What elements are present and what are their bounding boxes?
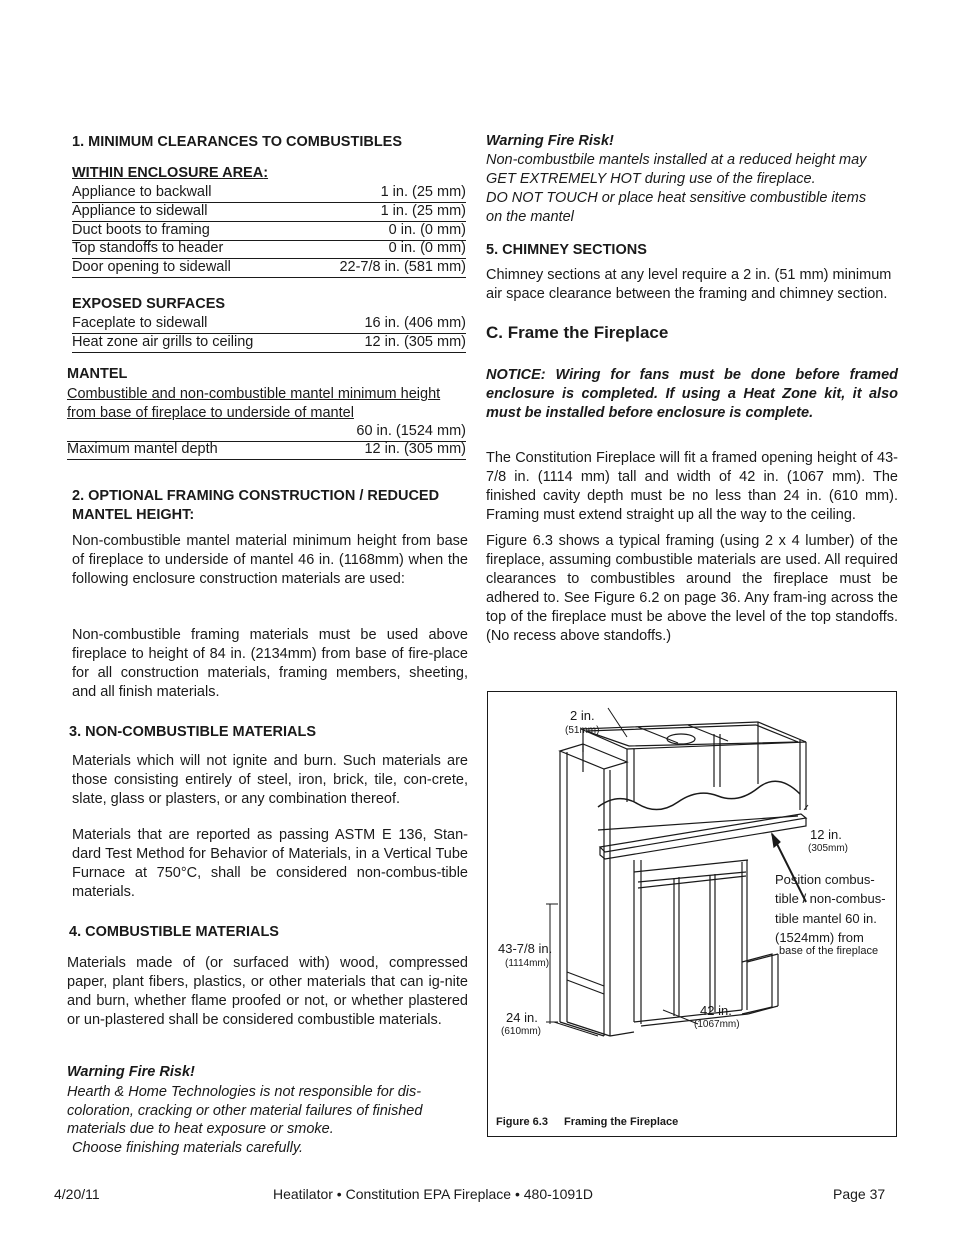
within-enclosure-title: WITHIN ENCLOSURE AREA: [72, 165, 264, 181]
clearance-value: 16 in. (406 mm): [364, 315, 466, 331]
clearance-row: [72, 259, 466, 278]
mantel-line-1: Combustible and non-combustible mantel minimum height: [67, 386, 441, 402]
notice-paragraph: NOTICE: Wiring for fans must be done before framed enclosure is completed. If using a Heat Zone kit, it also must be installed before enclosure is complete.: [486, 367, 898, 421]
warning-2-line-3: DO NOT TOUCH or place heat sensitive combustible items: [486, 190, 867, 206]
warning-1-line-3: materials due to heat exposure or smoke.: [67, 1121, 334, 1137]
mantel-height-value: 60 in. (1524 mm): [356, 423, 466, 439]
dim-24in-label: 24 in.: [506, 1010, 538, 1025]
warning-2-line-1: Non-combustbile mantels installed at a reduced height may: [486, 152, 867, 168]
clearance-value: 1 in. (25 mm): [380, 184, 466, 200]
clearance-value: 0 in. (0 mm): [388, 222, 466, 238]
mantel-depth-row: [67, 441, 466, 460]
dim-42in-label: 42 in.: [700, 1003, 732, 1018]
clearance-row: [72, 315, 466, 334]
within-enclosure-heading: [72, 165, 268, 181]
mantel-note-line-4: (1524mm) from: [775, 930, 864, 945]
warning-1-line-4: Choose finishing materials carefully.: [72, 1140, 304, 1156]
footer-page-number: Page 37: [833, 1186, 886, 1202]
warning-1-title: Warning Fire Risk!: [67, 1064, 195, 1080]
mantel-depth-value: 12 in. (305 mm): [364, 441, 466, 457]
section-5-title: 5. CHIMNEY SECTIONS: [486, 242, 647, 258]
mantel-title: MANTEL: [67, 366, 128, 382]
figure-6-3: [487, 691, 897, 1137]
dim-12in-label: 12 in.: [810, 827, 842, 842]
clearance-label: Door opening to sidewall: [72, 259, 231, 275]
mantel-note-line-5: base of the fireplace: [779, 945, 879, 957]
figure-caption-text: Framing the Fireplace: [563, 1116, 679, 1128]
clearance-value: 0 in. (0 mm): [388, 240, 466, 256]
within-enclosure-colon: :: [263, 165, 269, 181]
clearance-row: [72, 184, 466, 203]
clearance-label: Appliance to sidewall: [72, 203, 208, 219]
clearance-label: Faceplate to sidewall: [72, 315, 208, 331]
clearance-label: Duct boots to framing: [72, 222, 210, 238]
clearance-label: Heat zone air grills to ceiling: [72, 334, 254, 350]
mantel-height-row: [67, 423, 466, 442]
section-3-title: 3. NON-COMBUSTIBLE MATERIALS: [69, 724, 317, 740]
footer-title: Heatilator • Constitution EPA Fireplace • 480-1091D: [273, 1186, 594, 1202]
clearance-value: 12 in. (305 mm): [364, 334, 466, 350]
dim-2in-label: 2 in.: [570, 708, 595, 723]
dim-305mm-label: (305mm): [808, 843, 849, 854]
section-1-title: 1. MINIMUM CLEARANCES TO COMBUSTIBLES: [72, 134, 403, 150]
dim-1067mm-label: (1067mm): [694, 1019, 740, 1030]
section-3-paragraph-1: Materials which will not ignite and burn. Such materials are those consisting entirely of steel, iron, brick, tile, con-crete, slate, glass or plasters, or any combination thereof.: [72, 753, 468, 807]
mantel-line-2: from base of fireplace to underside of mantel: [67, 405, 354, 421]
clearance-label: Top standoffs to header: [72, 240, 224, 256]
figure-caption-number: Figure 6.3: [496, 1116, 548, 1128]
mantel-note-line-3: tible mantel 60 in.: [775, 911, 877, 926]
dim-610mm-label: (610mm): [501, 1026, 542, 1037]
warning-1-line-1: Hearth & Home Technologies is not responsible for dis-: [67, 1084, 422, 1100]
section-5-paragraph: Chimney sections at any level require a 2 in. (51 mm) minimum air space clearance between the framing and chimney section.: [486, 267, 892, 302]
section-4-paragraph: Materials made of (or surfaced with) wood, compressed paper, plant fibers, plastics, or other materials that can ig-nite and burn, whether flame proofed or not, or whether plastered or un-plastered shall be considered combustible materials.: [67, 955, 468, 1028]
section-2-title: 2. OPTIONAL FRAMING CONSTRUCTION / REDUCED MANTEL HEIGHT:: [72, 488, 440, 523]
dim-43in-label: 43-7/8 in.: [498, 941, 553, 956]
section-4-title: 4. COMBUSTIBLE MATERIALS: [69, 924, 279, 940]
section-c-paragraph-2: Figure 6.3 shows a typical framing (using 2 x 4 lumber) of the fireplace, assuming combustible materials are used. All required clearances to combustibles around the fireplace must be adhered to. See Figure 6.2 on page 36. Any fram-ing across the top of the fireplace must be above the level of the top standoffs. (No recess above standoffs.): [486, 533, 898, 644]
warning-2-title: Warning Fire Risk!: [486, 133, 614, 149]
clearance-value: 1 in. (25 mm): [380, 203, 466, 219]
clearance-row: [72, 222, 466, 241]
warning-2-line-2: GET EXTREMELY HOT during use of the fireplace.: [486, 171, 816, 187]
dim-1114mm-label: (1114mm): [505, 958, 550, 969]
figure-caption: [496, 1116, 678, 1128]
footer-date: 4/20/11: [54, 1186, 100, 1202]
section-c-title: C. Frame the Fireplace: [486, 323, 669, 342]
clearance-row: [72, 203, 466, 222]
clearance-label: Appliance to backwall: [72, 184, 212, 200]
exposed-surfaces-title: EXPOSED SURFACES: [72, 296, 226, 312]
section-c-paragraph-1: The Constitution Fireplace will fit a framed opening height of 43-7/8 in. (1114 mm) tall and width of 42 in. (1067 mm). The finished cavity depth must be no less than 24 in. (610 mm). Framing must extend straight up all the way to the ceiling.: [486, 450, 898, 523]
dim-51mm-label: (51mm): [565, 725, 600, 736]
section-3-paragraph-2: Materials that are reported as passing ASTM E 136, Stan-dard Test Method for Behavior of Materials, in a Vertical Tube Furnace at 750°C, shall be considered non-combus-tible materials.: [72, 827, 468, 900]
clearance-value: 22-7/8 in. (581 mm): [339, 259, 466, 275]
warning-2-line-4: on the mantel: [486, 209, 574, 225]
mantel-depth-label: Maximum mantel depth: [67, 441, 218, 457]
warning-1-line-2: coloration, cracking or other material failures of finished: [67, 1103, 423, 1119]
section-2-paragraph-2: Non-combustible framing materials must be used above fireplace to height of 84 in. (2134mm) from base of fire-place for all construction materials, framing members, sheeting, and all finish materials.: [72, 627, 468, 700]
section-2-paragraph-1: Non-combustible mantel material minimum height from base of fireplace to underside of mantel 46 in. (1168mm) when the following enclosure construction materials are used:: [72, 533, 468, 587]
clearance-row: [72, 334, 466, 353]
mantel-note-line-2: tible / non-combus-: [775, 891, 886, 906]
clearance-row: [72, 240, 466, 259]
mantel-note-line-1: Position combus-: [775, 872, 875, 887]
